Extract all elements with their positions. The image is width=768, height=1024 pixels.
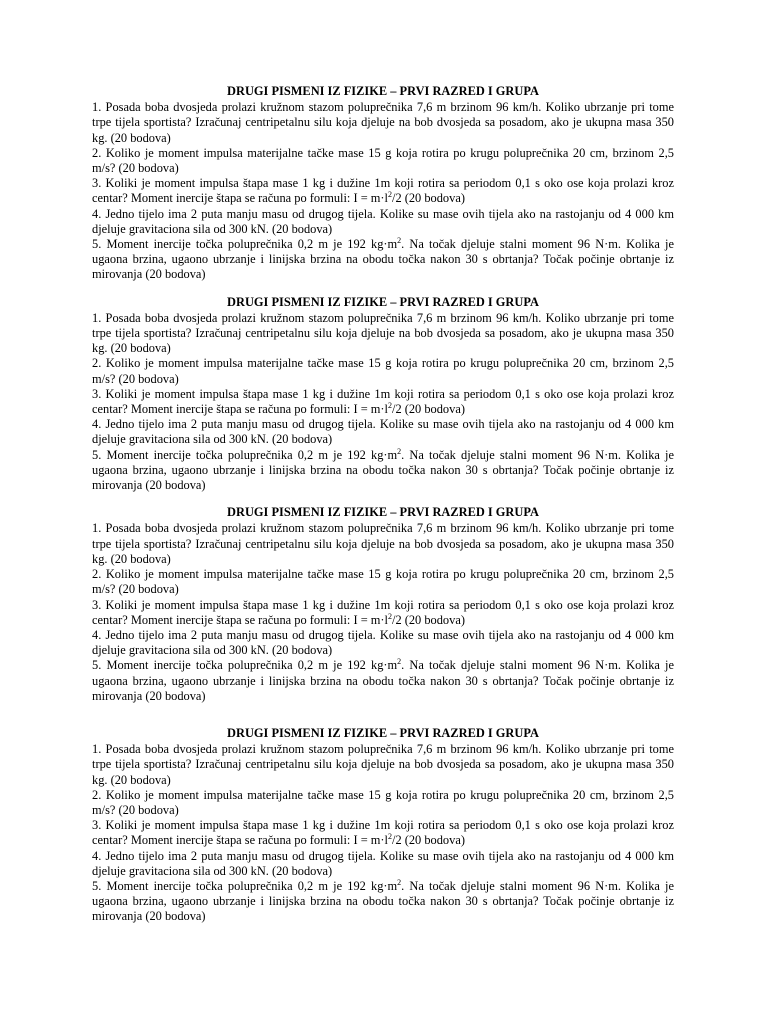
problem-5-text: 5. Moment inercije točka poluprečnika 0,2 m je 192 kg·m [92,878,398,893]
problem-4: 4. Jedno tijelo ima 2 puta manju masu od drugog tijela. Kolike su mase ovih tijela ako na rastojanju od 4 000 km djeluje gravitaciona sila od 300 kN. (20 bodova) [92,417,674,447]
superscript: 2 [388,611,392,621]
problem-5-text: 5. Moment inercije točka poluprečnika 0,2 m je 192 kg·m [92,447,398,462]
exam-block [92,84,674,283]
problem-2: 2. Koliko je moment impulsa materijalne tačke mase 15 g koja rotira po krugu poluprečnika 20 cm, brzinom 2,5 m/s? (20 bodova) [92,567,674,597]
problem-5-text-end: . Na točak djeluje stalni moment 96 N·m. Kolika je ugaona brzina, ugaono ubrzanje i linijska brzina na obodu točka nakon 30 s obrtanja? Točak počinje obrtanje iz mirovanja (20 bodova) [92,658,674,703]
problem-3-text-end: /2 (20 bodova) [392,191,465,206]
problem-5-text-end: . Na točak djeluje stalni moment 96 N·m. Kolika je ugaona brzina, ugaono ubrzanje i linijska brzina na obodu točka nakon 30 s obrtanja? Točak počinje obrtanje iz mirovanja (20 bodova) [92,237,674,282]
problem-2: 2. Koliko je moment impulsa materijalne tačke mase 15 g koja rotira po krugu poluprečnika 20 cm, brzinom 2,5 m/s? (20 bodova) [92,145,674,176]
problem-5-text: 5. Moment inercije točka poluprečnika 0,2 m je 192 kg·m [92,237,398,252]
problem-3-text: 3. Koliki je moment impulsa štapa mase 1 kg i dužine 1m koji rotira sa periodom 0,1 s oko ose koja prolazi kroz centar? Moment inercije štapa se računa po formuli: I = m·l [92,176,674,206]
exam-block [92,505,674,704]
problem-1: 1. Posada boba dvosjeda prolazi kružnom stazom poluprečnika 7,6 m brzinom 96 km/h. Koliko ubrzanje pri tome trpe tijela sportista? Izračunaj centripetalnu silu koja djeluje na bob dvosjeda sa posadom, ako je ukupna masa 350 kg. (20 bodova) [92,521,674,566]
problem-3-text-end: /2 (20 bodova) [392,833,465,848]
superscript: 2 [388,832,392,842]
exam-heading: DRUGI PISMENI IZ FIZIKE – PRVI RAZRED I GRUPA [227,294,539,309]
problem-5 [92,448,674,494]
problem-3 [92,818,674,848]
problem-5-text-end: . Na točak djeluje stalni moment 96 N·m. Kolika je ugaona brzina, ugaono ubrzanje i linijska brzina na obodu točka nakon 30 s obrtanja? Točak počinje obrtanje iz mirovanja (20 bodova) [92,878,674,924]
problem-1: 1. Posada boba dvosjeda prolazi kružnom stazom poluprečnika 7,6 m brzinom 96 km/h. Koliko ubrzanje pri tome trpe tijela sportista? Izračunaj centripetalnu silu koja djeluje na bob dvosjeda sa posadom, ako je ukupna masa 350 kg. (20 bodova) [92,742,674,787]
exam-block [92,726,674,925]
exam-page [92,84,674,925]
problem-5 [92,658,674,704]
problem-3 [92,387,674,417]
problem-4: 4. Jedno tijelo ima 2 puta manju masu od drugog tijela. Kolike su mase ovih tijela ako na rastojanju od 4 000 km djeluje gravitaciona sila od 300 kN. (20 bodova) [92,627,674,658]
problem-3-text: 3. Koliki je moment impulsa štapa mase 1 kg i dužine 1m koji rotira sa periodom 0,1 s oko ose koja prolazi kroz centar? Moment inercije štapa se računa po formuli: I = m·l [92,386,674,417]
superscript: 2 [388,401,392,411]
superscript: 2 [397,877,402,887]
problem-3-text-end: /2 (20 bodova) [392,402,465,417]
superscript: 2 [397,446,402,456]
problem-5-text: 5. Moment inercije točka poluprečnika 0,2 m je 192 kg·m [92,658,398,673]
problem-1: 1. Posada boba dvosjeda prolazi kružnom stazom poluprečnika 7,6 m brzinom 96 km/h. Koliko ubrzanje pri tome trpe tijela sportista? Izračunaj centripetalnu silu koja djeluje na bob dvosjeda sa posadom, ako je ukupna masa 350 kg. (20 bodova) [92,100,674,145]
exam-heading: DRUGI PISMENI IZ FIZIKE – PRVI RAZRED I GRUPA [227,505,539,520]
exam-block [92,295,674,494]
problem-1: 1. Posada boba dvosjeda prolazi kružnom stazom poluprečnika 7,6 m brzinom 96 km/h. Koliko ubrzanje pri tome trpe tijela sportista? Izračunaj centripetalnu silu koja djeluje na bob dvosjeda sa posadom, ako je ukupna masa 350 kg. (20 bodova) [92,310,674,356]
superscript: 2 [397,657,402,667]
problem-2: 2. Koliko je moment impulsa materijalne tačke mase 15 g koja rotira po krugu poluprečnika 20 cm, brzinom 2,5 m/s? (20 bodova) [92,787,674,817]
problem-4: 4. Jedno tijelo ima 2 puta manju masu od drugog tijela. Kolike su mase ovih tijela ako na rastojanju od 4 000 km djeluje gravitaciona sila od 300 kN. (20 bodova) [92,206,674,236]
problem-5-text-end: . Na točak djeluje stalni moment 96 N·m. Kolika je ugaona brzina, ugaono ubrzanje i linijska brzina na obodu točka nakon 30 s obrtanja? Točak počinje obrtanje iz mirovanja (20 bodova) [92,447,674,493]
problem-3 [92,598,674,628]
exam-heading: DRUGI PISMENI IZ FIZIKE – PRVI RAZRED I GRUPA [227,725,539,740]
exam-heading: DRUGI PISMENI IZ FIZIKE – PRVI RAZRED I GRUPA [227,84,539,98]
superscript: 2 [397,236,402,246]
superscript: 2 [388,190,392,200]
problem-3-text: 3. Koliki je moment impulsa štapa mase 1 kg i dužine 1m koji rotira sa periodom 0,1 s oko ose koja prolazi kroz centar? Moment inercije štapa se računa po formuli: I = m·l [92,597,674,627]
problem-4: 4. Jedno tijelo ima 2 puta manju masu od drugog tijela. Kolike su mase ovih tijela ako na rastojanju od 4 000 km djeluje gravitaciona sila od 300 kN. (20 bodova) [92,848,674,878]
problem-5 [92,879,674,925]
problem-2: 2. Koliko je moment impulsa materijalne tačke mase 15 g koja rotira po krugu poluprečnika 20 cm, brzinom 2,5 m/s? (20 bodova) [92,356,674,386]
problem-3 [92,176,674,206]
problem-3-text: 3. Koliki je moment impulsa štapa mase 1 kg i dužine 1m koji rotira sa periodom 0,1 s oko ose koja prolazi kroz centar? Moment inercije štapa se računa po formuli: I = m·l [92,818,674,848]
problem-5 [92,237,674,283]
problem-3-text-end: /2 (20 bodova) [392,612,465,627]
